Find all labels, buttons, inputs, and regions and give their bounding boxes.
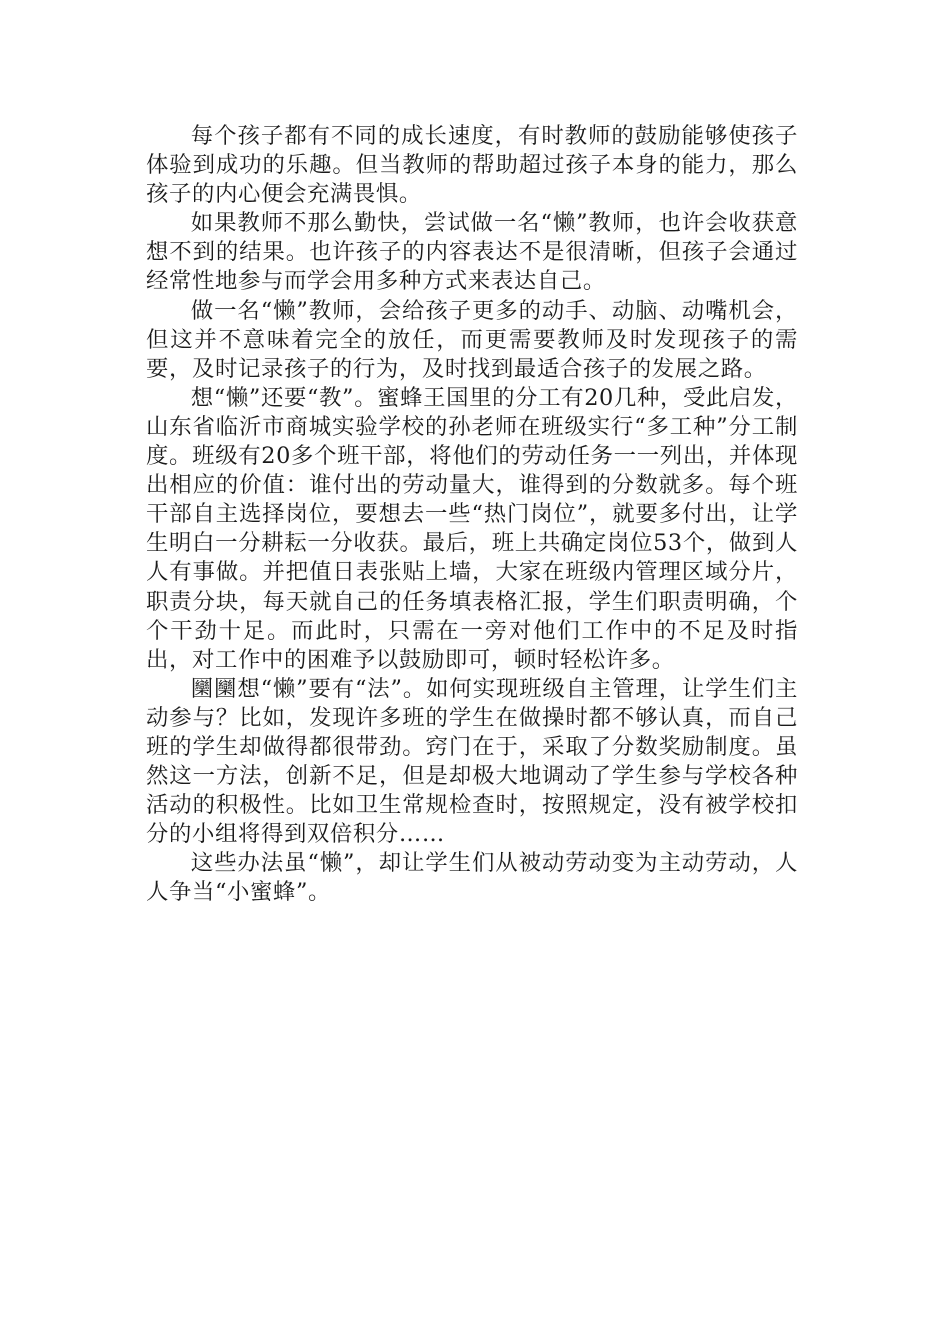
paragraph-4: 想“懒”还要“教”。蜜蜂王国里的分工有20几种，受此启发，山东省临沂市商城实验学校的孙老师在班级实行“多工种”分工制度。班级有20多个班干部，将他们的劳动任务一一列出，并体现出相应的价值：谁付出的劳动量大，谁得到的分数就多。每个班干部自主选择岗位，要想去一些“热门岗位”，就要多付出，让学生明白一分耕耘一分收获。最后，班上共确定岗位53个，做到人人有事做。并把值日表张贴上墙，大家在班级内管理区域分片，职责分块，每天就自己的任务填表格汇报，学生们职责明确，个个干劲十足。而此时，只需在一旁对他们工作中的不足及时指出，对工作中的困难予以鼓励即可，顿时轻松许多。 — [146, 384, 798, 673]
paragraph-5: 圞圞想“懒”要有“法”。如何实现班级自主管理，让学生们主动参与？比如，发现许多班的学生在做操时都不够认真，而自己班的学生却做得都很带劲。窍门在于，采取了分数奖励制度。虽然这一方法，创新不足，但是却极大地调动了学生参与学校各种活动的积极性。比如卫生常规检查时，按照规定，没有被学校扣分的小组将得到双倍积分…… — [146, 675, 798, 848]
paragraph-3: 做一名“懒”教师，会给孩子更多的动手、动脑、动嘴机会，但这并不意味着完全的放任，而更需要教师及时发现孩子的需要，及时记录孩子的行为，及时找到最适合孩子的发展之路。 — [146, 297, 798, 382]
paragraph-6: 这些办法虽“懒”，却让学生们从被动劳动变为主动劳动，人人争当“小蜜蜂”。 — [146, 850, 798, 906]
article-body — [146, 122, 798, 908]
paragraph-2: 如果教师不那么勤快，尝试做一名“懒”教师，也许会收获意想不到的结果。也许孩子的内容表达不是很清晰，但孩子会通过经常性地参与而学会用多种方式来表达自己。 — [146, 210, 798, 295]
paragraph-1: 每个孩子都有不同的成长速度，有时教师的鼓励能够使孩子体验到成功的乐趣。但当教师的帮助超过孩子本身的能力，那么孩子的内心便会充满畏惧。 — [146, 123, 798, 208]
